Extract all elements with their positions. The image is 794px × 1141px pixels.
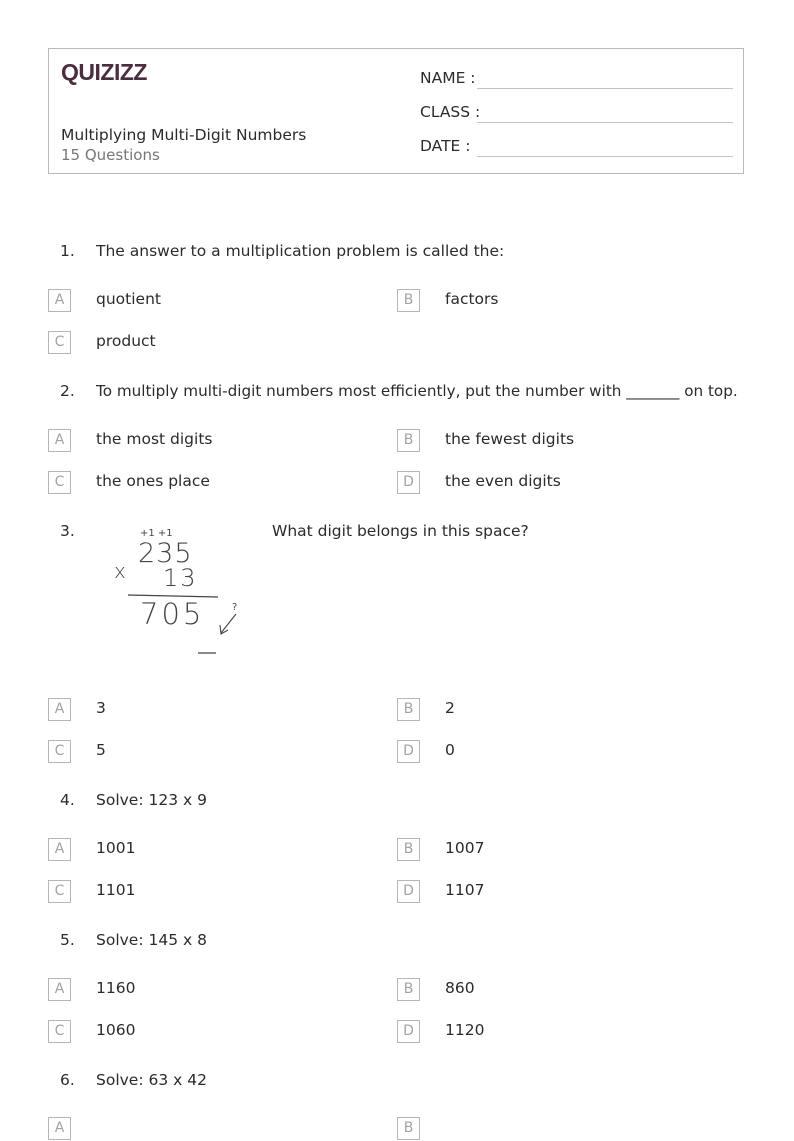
name-line[interactable] [477, 88, 733, 89]
partial-product: 705 [140, 597, 205, 631]
option-text: 860 [445, 979, 475, 997]
question-mark: ? [232, 602, 238, 613]
option-text: the fewest digits [445, 430, 575, 448]
option-letter-box: C [48, 740, 71, 763]
option-text: 3 [96, 699, 106, 717]
option-letter-box: A [48, 698, 71, 721]
option-text: quotient [96, 290, 161, 308]
option-letter-box: A [48, 1117, 71, 1140]
question-text: What digit belongs in this space? [272, 522, 529, 540]
date-label: DATE : [420, 137, 471, 155]
worksheet-header [48, 48, 744, 174]
option-text: 1001 [96, 839, 136, 857]
option-letter-box: A [48, 838, 71, 861]
question-number: 6. [60, 1071, 75, 1089]
question-number: 2. [60, 382, 75, 400]
class-label: CLASS : [420, 103, 481, 121]
option-text: 1060 [96, 1021, 136, 1039]
question-text: Solve: 123 x 9 [96, 791, 207, 809]
option-letter-box: C [48, 331, 71, 354]
option-letter-box: D [397, 880, 420, 903]
option-letter-box: B [397, 1117, 420, 1140]
question-number: 5. [60, 931, 75, 949]
question-number: 1. [60, 242, 75, 260]
question-text: Solve: 145 x 8 [96, 931, 207, 949]
option-text: 1101 [96, 881, 136, 899]
option-letter-box: D [397, 471, 420, 494]
option-letter-box: A [48, 429, 71, 452]
option-letter-box: C [48, 471, 71, 494]
operator: x [114, 559, 126, 583]
question-count: 15 Questions [61, 146, 160, 164]
option-letter-box: D [397, 740, 420, 763]
question-number: 4. [60, 791, 75, 809]
option-letter-box: A [48, 978, 71, 1001]
option-text: 0 [445, 741, 455, 759]
option-text: product [96, 332, 156, 350]
option-letter-box: B [397, 698, 420, 721]
option-text: 1107 [445, 881, 485, 899]
option-letter-box: D [397, 1020, 420, 1043]
option-letter-box: C [48, 1020, 71, 1043]
option-text: 1007 [445, 839, 485, 857]
option-text: the most digits [96, 430, 213, 448]
quizizz-logo [61, 59, 153, 91]
option-letter-box: B [397, 289, 420, 312]
option-letter-box: C [48, 880, 71, 903]
date-line[interactable] [477, 156, 733, 157]
carry-marks: +1 +1 [140, 528, 173, 539]
option-letter-box: A [48, 289, 71, 312]
handwritten-multiplication-image [110, 522, 250, 666]
worksheet-title: Multiplying Multi-Digit Numbers [61, 126, 307, 144]
option-text: the even digits [445, 472, 561, 490]
question-number: 3. [60, 522, 75, 540]
option-text: 1120 [445, 1021, 485, 1039]
option-text: factors [445, 290, 499, 308]
name-label: NAME : [420, 69, 476, 87]
bottom-number: 13 [163, 564, 198, 592]
option-letter-box: B [397, 978, 420, 1001]
arrow-line [221, 614, 236, 633]
question-text: Solve: 63 x 42 [96, 1071, 207, 1089]
svg-text:QUIZIZZ: QUIZIZZ [61, 59, 147, 85]
question-text: To multiply multi-digit numbers most efficiently, put the number with _______ on top. [96, 382, 738, 400]
option-letter-box: B [397, 429, 420, 452]
option-text: 5 [96, 741, 106, 759]
option-text: 1160 [96, 979, 136, 997]
top-number: 235 [138, 538, 193, 569]
option-letter-box: B [397, 838, 420, 861]
option-text: 2 [445, 699, 455, 717]
question-text: The answer to a multiplication problem is called the: [96, 242, 505, 260]
option-text: the ones place [96, 472, 210, 490]
class-line[interactable] [477, 122, 733, 123]
